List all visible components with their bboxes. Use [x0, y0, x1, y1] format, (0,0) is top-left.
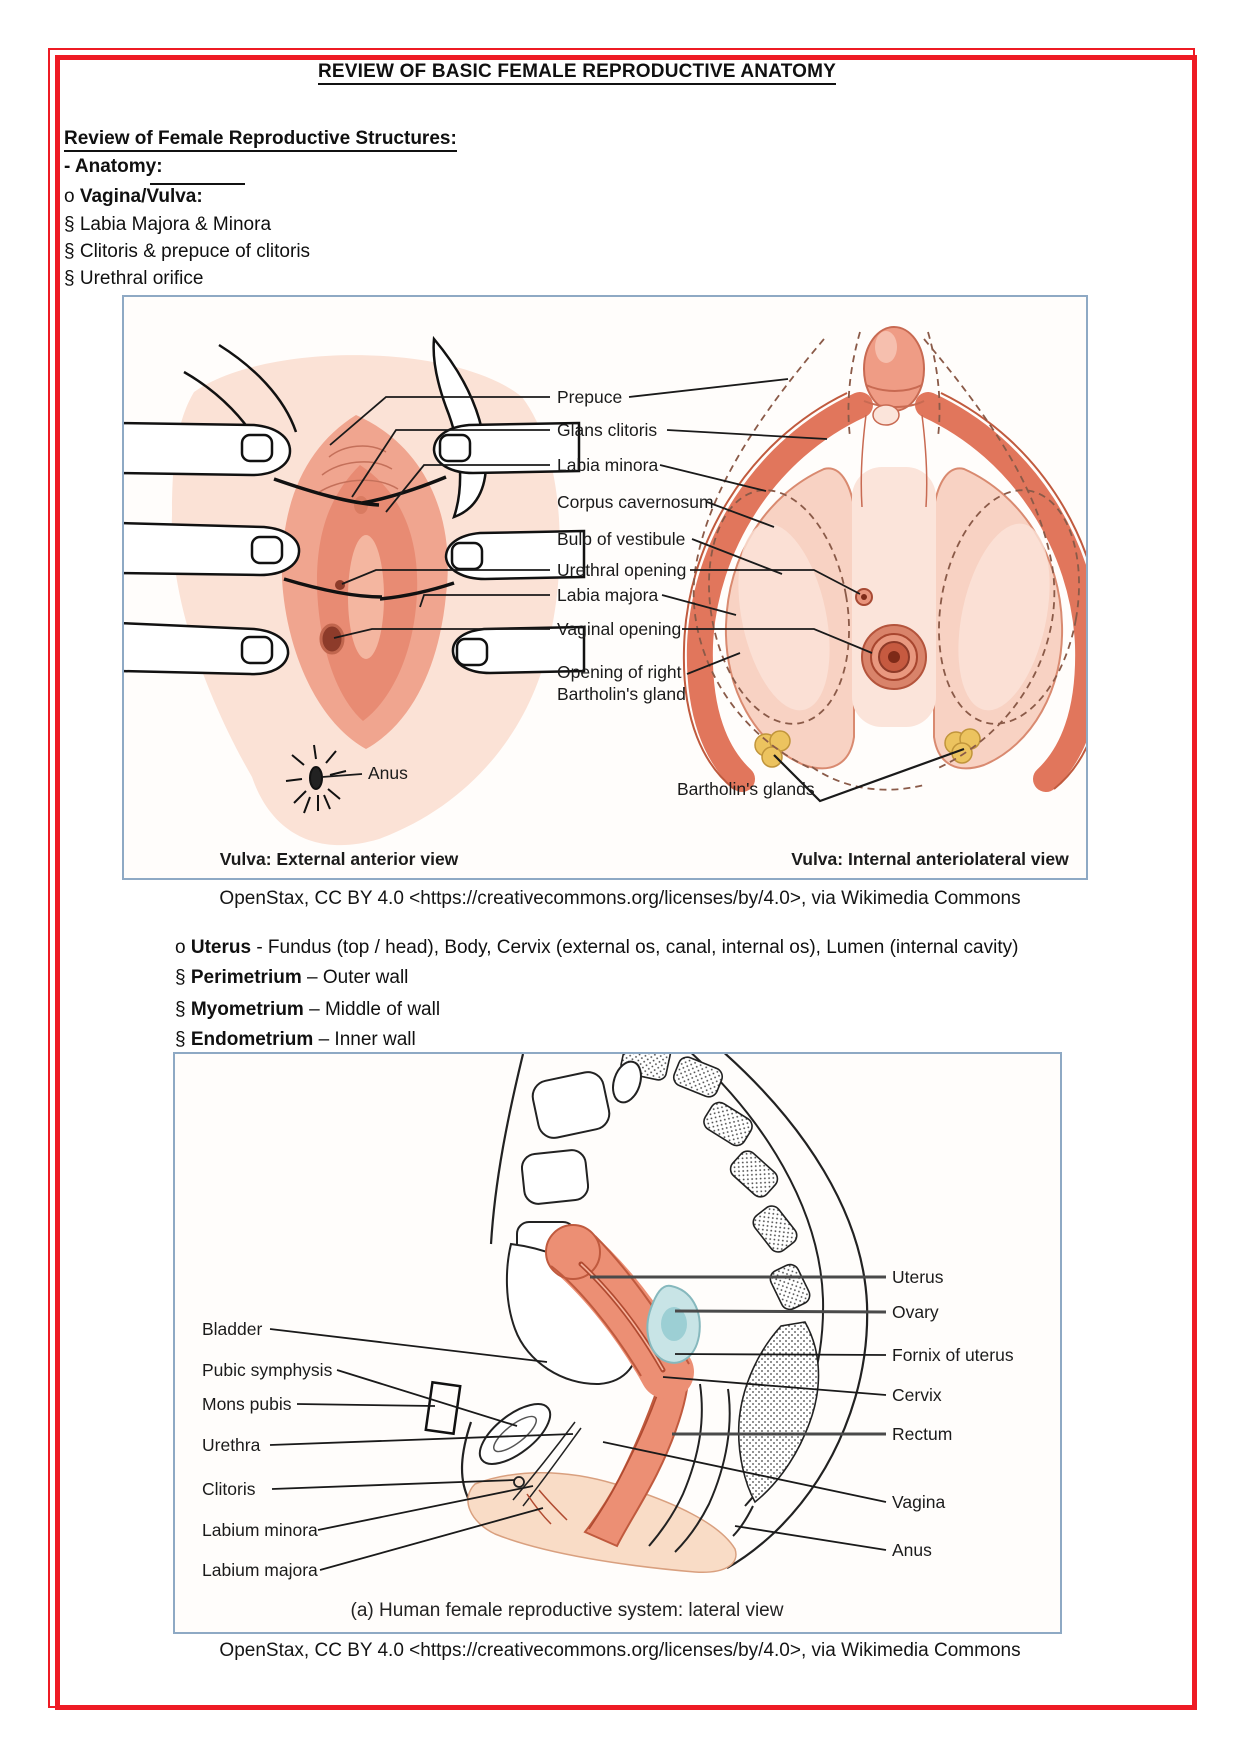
figure1-attribution: OpenStax, CC BY 4.0 <https://creativecommons.org/licenses/by/4.0>, via Wikimedia Commons	[219, 888, 1021, 909]
perimetrium-line: § Perimetrium – Outer wall	[175, 967, 409, 988]
fig2-label-cervix: Cervix	[892, 1385, 942, 1405]
page-title: REVIEW OF BASIC FEMALE REPRODUCTIVE ANATOMY	[57, 60, 1097, 84]
fig1-label-glans-clitoris: Glans clitoris	[557, 420, 658, 440]
fig2-label-fornix: Fornix of uterus	[892, 1345, 1014, 1365]
fig1-label-anus: Anus	[368, 763, 408, 783]
fig1-label-opening-right-line2: Bartholin's gland	[557, 684, 686, 704]
fig1-label-labia-minora: Labia minora	[557, 455, 659, 475]
figure2-attribution: OpenStax, CC BY 4.0 <https://creativecommons.org/licenses/by/4.0>, via Wikimedia Commons	[219, 1640, 1021, 1661]
fig1-caption-left: Vulva: External anterior view	[219, 849, 459, 869]
figure-pelvis-lateral	[173, 1052, 1062, 1634]
fig1-label-labia-majora: Labia majora	[557, 585, 659, 605]
myometrium-line: § Myometrium – Middle of wall	[175, 999, 441, 1020]
anatomy-line: - Anatomy:	[64, 156, 163, 177]
fig2-label-anus: Anus	[892, 1540, 932, 1560]
figure-vulva-svg	[124, 297, 1086, 878]
fig2-label-bladder: Bladder	[202, 1319, 263, 1339]
vulva-line: o Vagina/Vulva:	[64, 186, 203, 207]
pubic-bone	[470, 1393, 560, 1475]
fig2-label-labium-majora: Labium majora	[202, 1560, 318, 1580]
fig2-label-rectum: Rectum	[892, 1424, 953, 1444]
fig2-label-labium-minora: Labium minora	[202, 1520, 318, 1540]
fig1-label-corpus-cavernosum: Corpus cavernosum	[557, 492, 714, 512]
mons-pubis-indicator-box	[426, 1382, 460, 1433]
uterus-line: o Uterus - Fundus (top / head), Body, Cervix (external os, canal, internal os), Lumen (internal cavity)	[175, 937, 1019, 958]
vulva-external-illustration	[124, 339, 584, 845]
fig2-label-mons-pubis: Mons pubis	[202, 1394, 292, 1414]
fig2-label-ovary: Ovary	[892, 1302, 939, 1322]
fig2-label-urethra: Urethra	[202, 1435, 261, 1455]
fig1-label-prepuce: Prepuce	[557, 387, 623, 407]
bullet-urethral: § Urethral orifice	[64, 268, 204, 289]
fig1-label-bartholins-glands: Bartholin's glands	[677, 779, 815, 799]
fig1-label-bulb-of-vestibule: Bulb of vestibule	[557, 529, 686, 549]
fig2-label-uterus: Uterus	[892, 1267, 944, 1287]
fig1-caption-right: Vulva: Internal anteriolateral view	[791, 849, 1069, 869]
endometrium-line: § Endometrium – Inner wall	[175, 1029, 416, 1050]
fig2-label-pubic-symphysis: Pubic symphysis	[202, 1360, 333, 1380]
fig2-caption: (a) Human female reproductive system: lateral view	[350, 1600, 784, 1621]
fig1-label-opening-right-line1: Opening of right	[557, 662, 682, 682]
bullet-clitoris: § Clitoris & prepuce of clitoris	[64, 241, 311, 262]
fig2-label-vagina: Vagina	[892, 1492, 946, 1512]
section-heading: Review of Female Reproductive Structures:	[64, 127, 457, 151]
figure-vulva	[122, 295, 1088, 880]
fig1-label-vaginal-opening: Vaginal opening	[557, 619, 682, 639]
figure-pelvis-svg	[175, 1054, 1060, 1632]
bullet-labia: § Labia Majora & Minora	[64, 214, 272, 235]
fig1-label-urethral-opening: Urethral opening	[557, 560, 687, 580]
fig2-label-clitoris: Clitoris	[202, 1479, 256, 1499]
